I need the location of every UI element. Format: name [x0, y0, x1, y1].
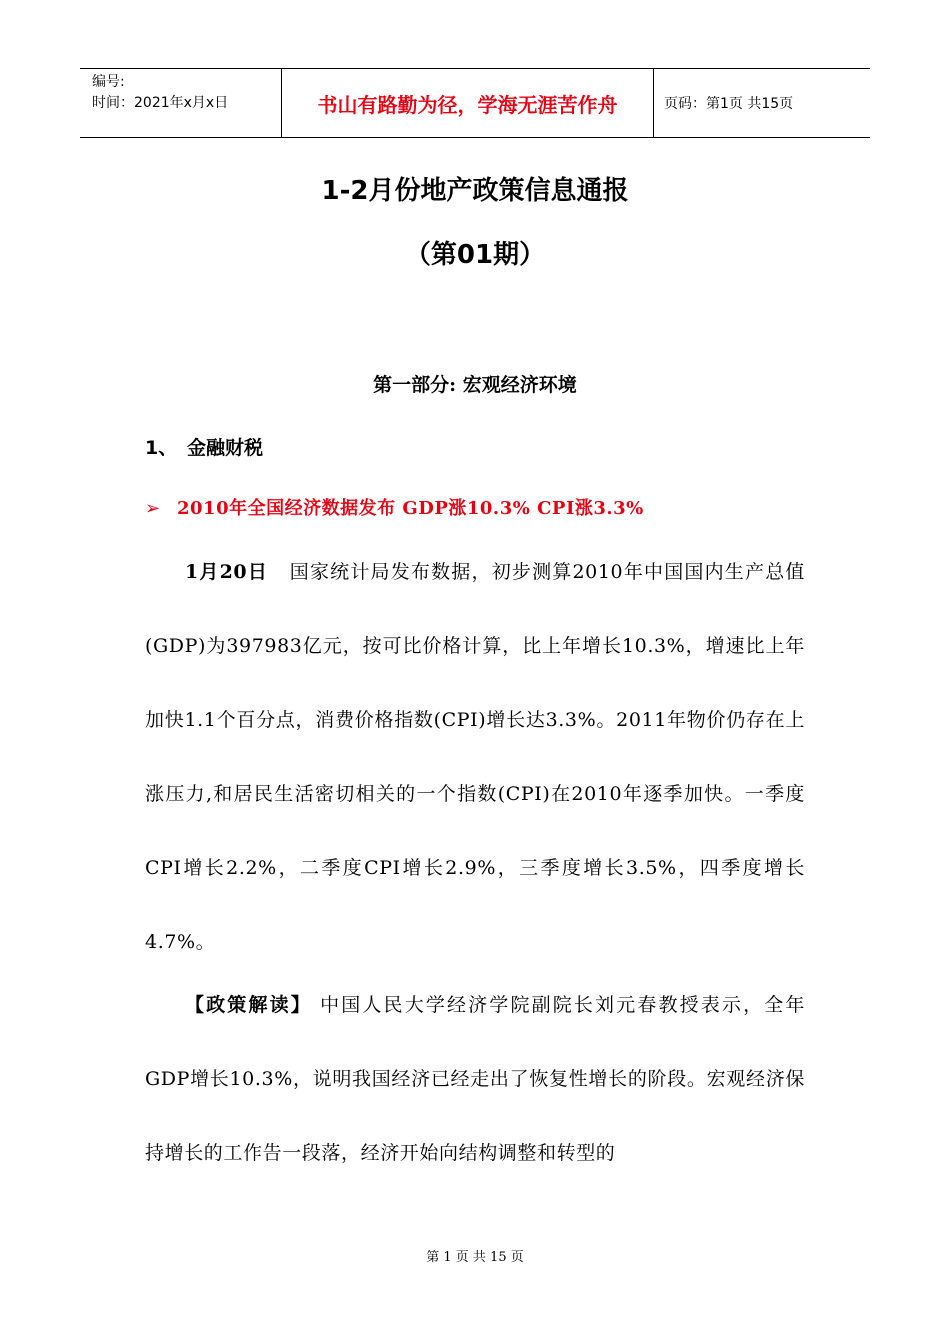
time-label: 时间：2021年x月x日: [92, 95, 229, 111]
arrow-bullet-icon: ➢: [145, 498, 161, 519]
header-page-info: 页码：第1页 共15页: [664, 96, 794, 112]
document-title: 1-2月份地产政策信息通报: [321, 176, 629, 206]
subsection-heading: [145, 433, 263, 460]
news-headline-text: 2010年全国经济数据发布 GDP涨10.3% CPI涨3.3%: [177, 498, 644, 519]
paragraph-2-lead: 【政策解读】: [185, 994, 312, 1016]
document-issue: （第01期）: [404, 240, 546, 270]
paragraph-1-body: 国家统计局发布数据，初步测算2010年中国国内生产总值(GDP)为397983亿元，按可比价格计算，比上年增长10.3%，增速比上年加快1.1个百分点，消费价格指数(CPI)增长达3.3%。2011年物价仍存在上涨压力,和居民生活密切相关的一个指数(CPI)在2010年逐季加快。一季度CPI增长2.2%，二季度CPI增长2.9%，三季度增长3.5%，四季度增长4.7%。: [145, 561, 805, 953]
subsection-title: 金融财税: [187, 437, 264, 459]
paragraph-2-body: 中国人民大学经济学院副院长刘元春教授表示，全年GDP增长10.3%，说明我国经济已经走出了恢复性增长的阶段。宏观经济保持增长的工作告一段落，经济开始向结构调整和转型的: [145, 994, 806, 1164]
paragraph-1: [145, 535, 805, 979]
paragraph-1-lead: 1月20日: [185, 561, 269, 583]
subsection-number: 1、: [145, 437, 178, 459]
page-footer: 第 1 页 共 15 页: [426, 1250, 524, 1265]
news-headline: [145, 494, 644, 520]
paragraph-2: [145, 968, 805, 1190]
header-motto: 书山有路勤为径，学海无涯苦作舟: [282, 69, 654, 137]
number-label: 编号:: [92, 74, 125, 90]
header-left-cell: [80, 69, 282, 137]
section-title: 第一部分: 宏观经济环境: [373, 374, 577, 396]
header-table: [80, 68, 870, 138]
